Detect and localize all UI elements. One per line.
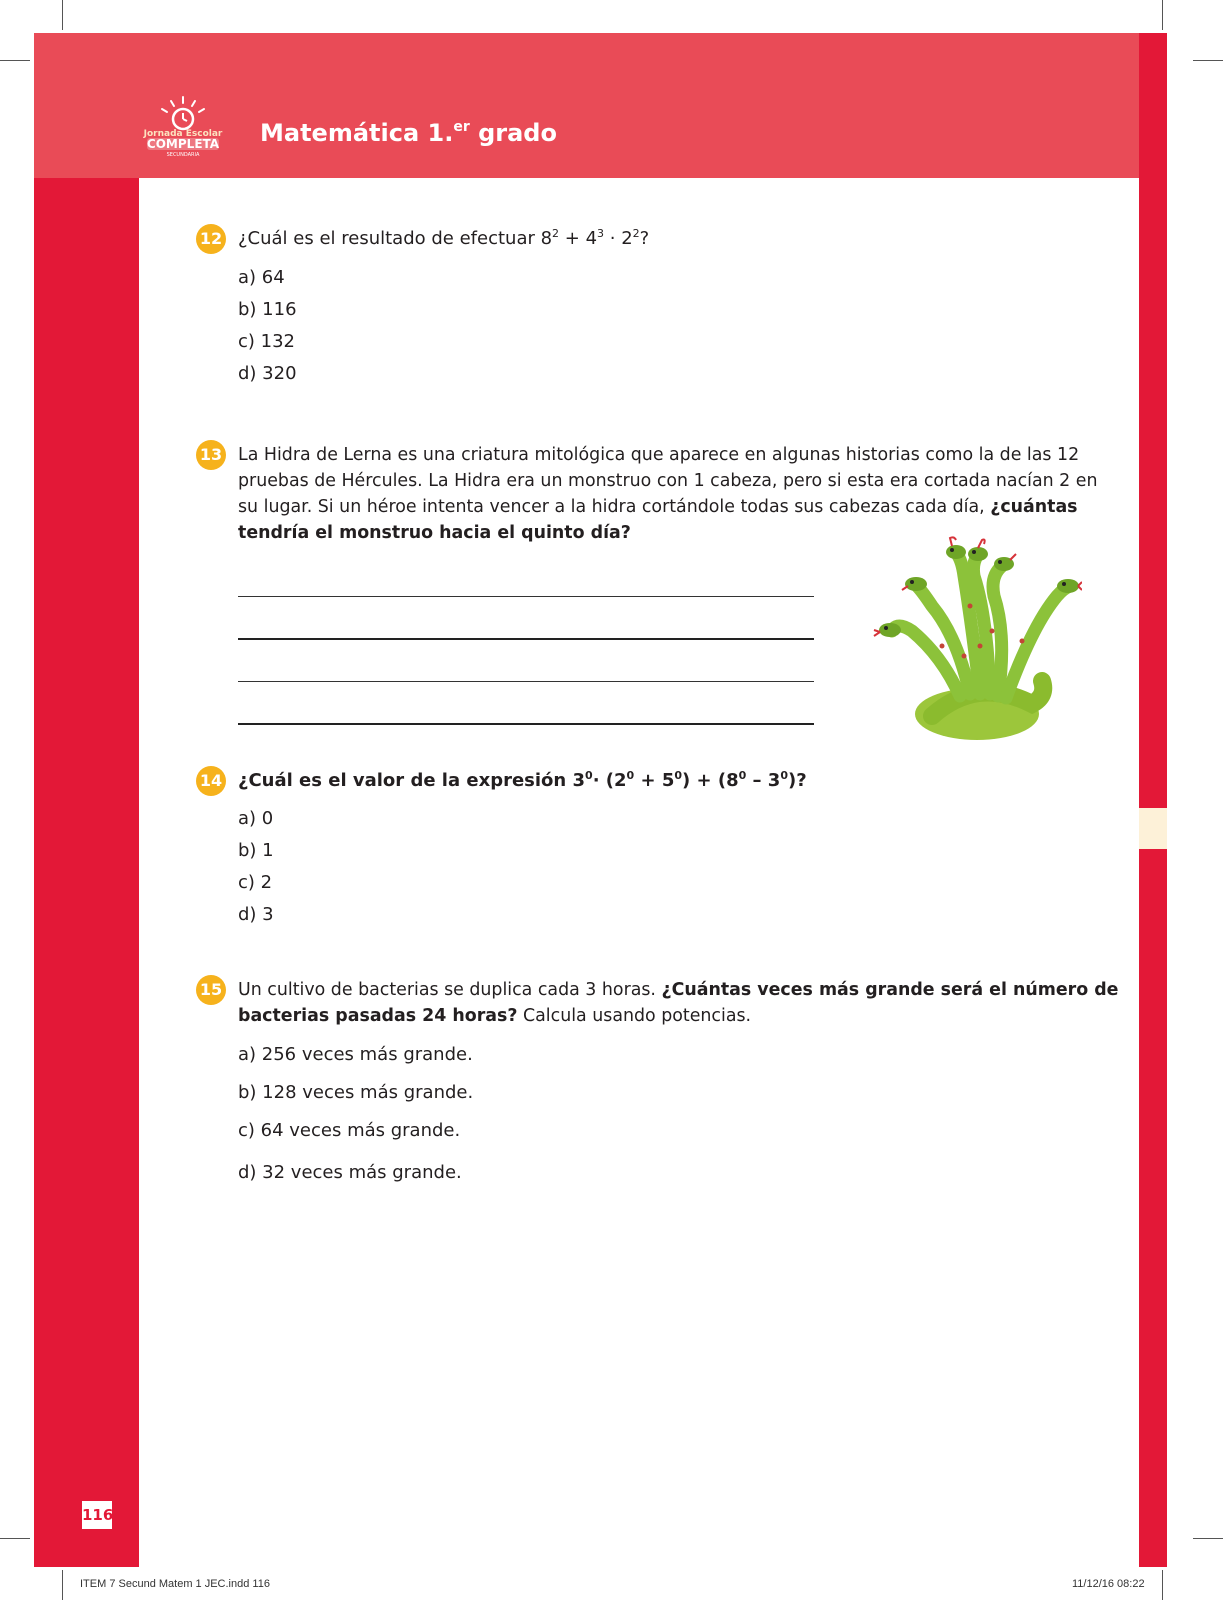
option-a: a) 0 (238, 808, 274, 829)
option-c: c) 2 (238, 872, 273, 893)
q14-text: + 5 (634, 770, 675, 791)
q14-text: )? (787, 770, 807, 791)
q15-question-bold: bacterias pasadas 24 horas? (238, 1006, 518, 1026)
print-slug-date: 11/12/16 08:22 (1072, 1578, 1145, 1590)
page-title-end: grado (469, 119, 557, 147)
q12-exponent: 2 (632, 227, 640, 240)
question-15-stem (238, 977, 1119, 1029)
q14-text: ) + (8 (682, 770, 739, 791)
question-12-stem (238, 226, 649, 252)
option-b: b) 128 veces más grande. (238, 1082, 474, 1103)
q12-text: ? (639, 228, 650, 249)
q14-text: ¿Cuál es el valor de la expresión 3 (238, 770, 586, 791)
answer-line (238, 596, 814, 597)
answer-line (238, 638, 814, 640)
answer-line (238, 681, 814, 682)
option-a: a) 256 veces más grande. (238, 1044, 473, 1065)
option-c: c) 64 veces más grande. (238, 1120, 461, 1141)
logo-text-main: COMPLETA (146, 137, 220, 151)
q14-exponent: 0 (585, 769, 593, 782)
q12-text: · 2 (604, 228, 633, 249)
q15-text: Calcula usando potencias. (517, 1006, 752, 1026)
q12-text: ¿Cuál es el resultado de efectuar 8 (238, 228, 553, 249)
option-c: c) 132 (238, 331, 295, 352)
q12-exponent: 2 (552, 227, 560, 240)
question-number-badge: 12 (196, 224, 226, 254)
page-title-main: Matemática 1. (260, 119, 454, 147)
option-b: b) 116 (238, 299, 297, 320)
answer-line (238, 723, 814, 725)
q13-line: pruebas de Hércules. La Hidra era un monstruo con 1 cabeza, pero si esta era cortada nacían 2 en (238, 471, 1098, 491)
q13-question-bold: ¿cuántas (990, 497, 1078, 517)
q14-exponent: 0 (626, 769, 635, 782)
q15-text: Un cultivo de bacterias se duplica cada 3 horas. (238, 980, 662, 1000)
option-a: a) 64 (238, 267, 285, 288)
question-number-badge: 14 (196, 766, 226, 796)
page-number: 116 (82, 1501, 112, 1529)
q14-text: – 3 (746, 770, 781, 791)
q12-exponent: 3 (597, 227, 605, 240)
q14-exponent: 0 (738, 769, 747, 782)
q13-question-bold: tendría el monstruo hacia el quinto día? (238, 523, 631, 543)
option-d: d) 32 veces más grande. (238, 1162, 462, 1183)
option-d: d) 320 (238, 363, 297, 384)
page-title-sup: er (453, 119, 470, 135)
question-number-badge: 15 (196, 975, 226, 1005)
question-number-badge: 13 (196, 440, 226, 470)
option-b: b) 1 (238, 840, 274, 861)
question-14-stem (238, 768, 807, 794)
q12-text: + 4 (559, 228, 598, 249)
logo-text-top: Jornada Escolar (143, 129, 223, 139)
q15-line (238, 1003, 1086, 1029)
question-13-stem (238, 442, 1098, 546)
q14-exponent: 0 (780, 769, 788, 782)
logo-text-bottom: SECUNDARIA (166, 152, 200, 157)
q15-line (238, 977, 1119, 1003)
hydra-illustration (872, 536, 1082, 746)
q13-line (238, 494, 1086, 520)
q14-exponent: 0 (674, 769, 682, 782)
q14-text: · (2 (592, 770, 627, 791)
print-slug-file: ITEM 7 Secund Matem 1 JEC.indd 116 (80, 1578, 270, 1590)
q15-question-bold: ¿Cuántas veces más grande será el número de (661, 980, 1119, 1000)
q13-line: La Hidra de Lerna es una criatura mitológica que aparece en algunas historias como la de las 12 (238, 445, 1080, 465)
q13-text: su lugar. Si un héroe intenta vencer a la hidra cortándole todas sus cabezas cada día, (238, 497, 991, 517)
option-d: d) 3 (238, 904, 274, 925)
